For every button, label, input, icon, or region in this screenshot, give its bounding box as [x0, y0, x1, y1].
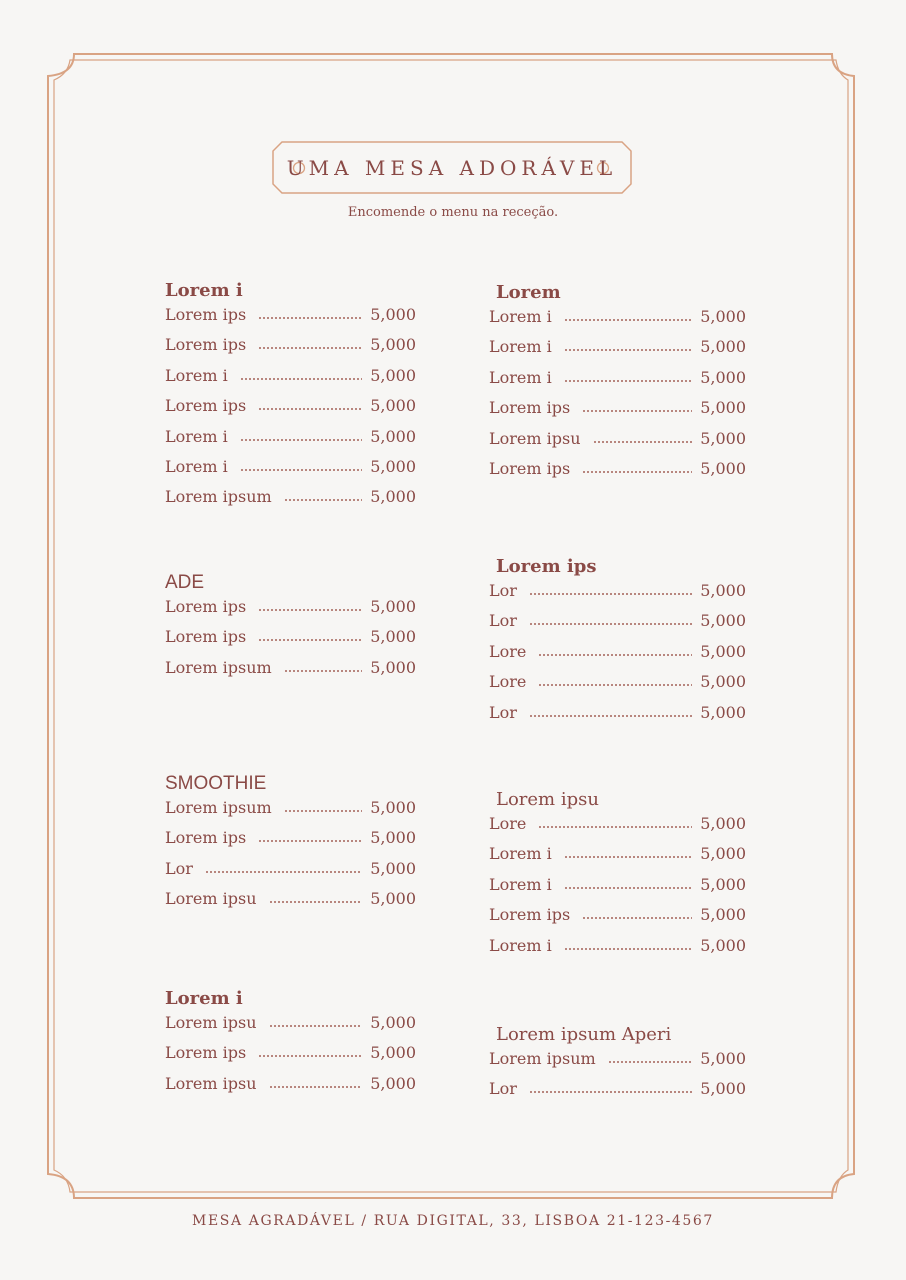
- dot-leader: [538, 684, 692, 686]
- menu-item: [489, 698, 746, 722]
- menu-item-name: Lorem ipsum: [165, 657, 272, 677]
- menu-item-price: 5,000: [700, 844, 746, 864]
- dot-leader: [240, 469, 362, 471]
- menu-item-price: 5,000: [370, 858, 416, 878]
- dot-leader: [529, 593, 692, 595]
- menu-item-name: Lorem ips: [165, 828, 247, 848]
- dot-leader: [258, 317, 362, 319]
- menu-item-price: 5,000: [370, 1013, 416, 1032]
- menu-item-price: 5,000: [370, 335, 416, 355]
- menu-item: [489, 1074, 746, 1098]
- dot-leader: [284, 670, 363, 672]
- dot-leader: [269, 1086, 363, 1088]
- menu-title: UMA MESA ADORÁVEL: [286, 155, 618, 180]
- menu-item-name: Lorem i: [489, 935, 552, 955]
- menu-item-price: 5,000: [370, 657, 416, 677]
- menu-item: [165, 1069, 416, 1093]
- section-title: Lorem i: [165, 280, 243, 301]
- menu-item: [489, 332, 746, 356]
- dot-leader: [564, 948, 692, 950]
- menu-section: [489, 789, 746, 955]
- menu-title-box: [272, 141, 632, 194]
- section-title: ADE: [165, 572, 205, 593]
- menu-item-price: 5,000: [700, 672, 746, 692]
- menu-item-price: 5,000: [700, 935, 746, 955]
- menu-item-price: 5,000: [700, 814, 746, 833]
- menu-item: [489, 302, 746, 326]
- menu-item-name: Lor: [165, 858, 193, 878]
- dot-leader: [284, 499, 363, 501]
- menu-item-name: Lorem ipsu: [489, 428, 581, 448]
- menu-item-name: Lorem ipsu: [165, 1013, 257, 1032]
- menu-item-price: 5,000: [700, 337, 746, 357]
- dot-leader: [564, 856, 692, 858]
- dot-leader: [205, 871, 362, 873]
- dot-leader: [258, 639, 362, 641]
- menu-item: [489, 637, 746, 661]
- menu-item: [165, 793, 416, 817]
- menu-item: [489, 363, 746, 387]
- menu-item: [165, 391, 416, 415]
- menu-item-price: 5,000: [700, 702, 746, 722]
- menu-section: [165, 988, 416, 1093]
- dot-leader: [564, 380, 692, 382]
- menu-section: [489, 1024, 746, 1099]
- menu-item-name: Lor: [489, 611, 517, 631]
- menu-item-price: 5,000: [370, 457, 416, 476]
- menu-item-name: Lorem ips: [165, 396, 247, 416]
- dot-leader: [593, 441, 693, 443]
- dot-leader: [529, 715, 692, 717]
- dot-leader: [284, 810, 363, 812]
- menu-item-price: 5,000: [370, 305, 416, 324]
- menu-item-price: 5,000: [370, 798, 416, 817]
- menu-item-price: 5,000: [700, 459, 746, 478]
- menu-item-price: 5,000: [700, 367, 746, 387]
- menu-item: [489, 839, 746, 863]
- menu-item: [165, 653, 416, 677]
- menu-item: [489, 900, 746, 924]
- dot-leader: [582, 471, 692, 473]
- dot-leader: [538, 826, 692, 828]
- menu-section: [165, 572, 416, 677]
- menu-item: [165, 1008, 416, 1032]
- menu-item-price: 5,000: [370, 828, 416, 848]
- dot-leader: [258, 1055, 362, 1057]
- menu-item-name: Lorem i: [165, 365, 228, 385]
- menu-item: [165, 1038, 416, 1062]
- menu-item: [489, 576, 746, 600]
- menu-item: [165, 884, 416, 908]
- menu-item: [165, 592, 416, 616]
- dot-leader: [258, 347, 362, 349]
- menu-item-name: Lore: [489, 641, 527, 661]
- menu-item: [165, 422, 416, 446]
- menu-item-name: Lor: [489, 581, 517, 600]
- menu-item-name: Lorem ips: [165, 627, 247, 647]
- menu-item-name: Lorem ipsum: [165, 487, 272, 507]
- menu-item-name: Lore: [489, 672, 527, 692]
- menu-subtitle: Encomende o menu na receção.: [347, 205, 559, 220]
- menu-item-price: 5,000: [700, 611, 746, 631]
- dot-leader: [258, 609, 362, 611]
- menu-item: [165, 622, 416, 646]
- menu-item-price: 5,000: [700, 307, 746, 326]
- dot-leader: [564, 319, 692, 321]
- menu-item-name: Lorem ips: [165, 1043, 247, 1063]
- dot-leader: [258, 408, 362, 410]
- dot-leader: [240, 378, 362, 380]
- menu-item: [165, 330, 416, 354]
- menu-item-name: Lor: [489, 1079, 517, 1099]
- menu-item: [489, 870, 746, 894]
- menu-item-price: 5,000: [700, 874, 746, 894]
- dot-leader: [538, 654, 692, 656]
- menu-item-name: Lorem ips: [489, 905, 571, 925]
- menu-item-price: 5,000: [370, 487, 416, 507]
- section-title: SMOOTHIE: [165, 773, 267, 794]
- section-title: Lorem ips: [496, 556, 597, 577]
- menu-item: [489, 667, 746, 691]
- section-title: Lorem ipsum Aperi: [496, 1024, 672, 1045]
- menu-item-name: Lorem i: [489, 874, 552, 894]
- menu-item-name: Lorem ipsum: [165, 798, 272, 817]
- menu-item-name: Lorem i: [165, 426, 228, 446]
- dot-leader: [608, 1061, 693, 1063]
- menu-item-price: 5,000: [370, 365, 416, 385]
- menu-item-price: 5,000: [370, 627, 416, 647]
- dot-leader: [269, 901, 363, 903]
- menu-item: [489, 393, 746, 417]
- menu-item-name: Lorem i: [489, 337, 552, 357]
- menu-item-name: Lorem ips: [165, 597, 247, 616]
- dot-leader: [564, 349, 692, 351]
- menu-item-price: 5,000: [700, 1079, 746, 1099]
- menu-item: [489, 1044, 746, 1068]
- menu-item: [165, 300, 416, 324]
- dot-leader: [529, 1091, 692, 1093]
- dot-leader: [564, 887, 692, 889]
- dot-leader: [258, 840, 362, 842]
- menu-item-name: Lor: [489, 702, 517, 722]
- menu-item: [165, 854, 416, 878]
- menu-item-price: 5,000: [700, 428, 746, 448]
- menu-item-price: 5,000: [700, 905, 746, 925]
- menu-item-price: 5,000: [370, 889, 416, 909]
- dot-leader: [582, 917, 692, 919]
- menu-item-name: Lorem i: [489, 367, 552, 387]
- menu-item-name: Lorem ipsum: [489, 1049, 596, 1068]
- menu-item-price: 5,000: [700, 398, 746, 418]
- menu-item: [165, 452, 416, 476]
- menu-item-price: 5,000: [370, 1073, 416, 1093]
- menu-section: [489, 282, 746, 478]
- menu-item-price: 5,000: [370, 1043, 416, 1063]
- menu-section: [165, 280, 416, 507]
- menu-item-name: Lorem ips: [165, 335, 247, 355]
- menu-item-price: 5,000: [700, 581, 746, 600]
- menu-item-name: Lorem i: [489, 307, 552, 326]
- dot-leader: [529, 623, 692, 625]
- section-title: Lorem: [496, 282, 561, 303]
- menu-item-name: Lorem ipsu: [165, 1073, 257, 1093]
- menu-item: [489, 424, 746, 448]
- menu-item-name: Lore: [489, 814, 527, 833]
- menu-item: [489, 931, 746, 955]
- menu-item: [165, 482, 416, 506]
- menu-item-name: Lorem ipsu: [165, 889, 257, 909]
- menu-item-name: Lorem ips: [489, 459, 571, 478]
- menu-item-name: Lorem ips: [165, 305, 247, 324]
- dot-leader: [269, 1025, 363, 1027]
- menu-item-price: 5,000: [370, 597, 416, 616]
- menu-item-name: Lorem ips: [489, 398, 571, 418]
- menu-item: [165, 361, 416, 385]
- section-title: Lorem ipsu: [496, 789, 599, 810]
- dot-leader: [240, 439, 362, 441]
- menu-item-price: 5,000: [370, 426, 416, 446]
- menu-item-price: 5,000: [700, 1049, 746, 1068]
- section-title: Lorem i: [165, 988, 243, 1009]
- menu-item: [489, 606, 746, 630]
- dot-leader: [582, 410, 692, 412]
- menu-item-name: Lorem i: [489, 844, 552, 864]
- menu-section: [489, 556, 746, 722]
- menu-item: [165, 823, 416, 847]
- menu-item-price: 5,000: [370, 396, 416, 416]
- menu-item-price: 5,000: [700, 641, 746, 661]
- menu-section: [165, 773, 416, 909]
- menu-item: [489, 454, 746, 478]
- footer-address: MESA AGRADÁVEL / RUA DIGITAL, 33, LISBOA 21-123-4567: [192, 1213, 714, 1229]
- menu-item: [489, 809, 746, 833]
- menu-item-name: Lorem i: [165, 457, 228, 476]
